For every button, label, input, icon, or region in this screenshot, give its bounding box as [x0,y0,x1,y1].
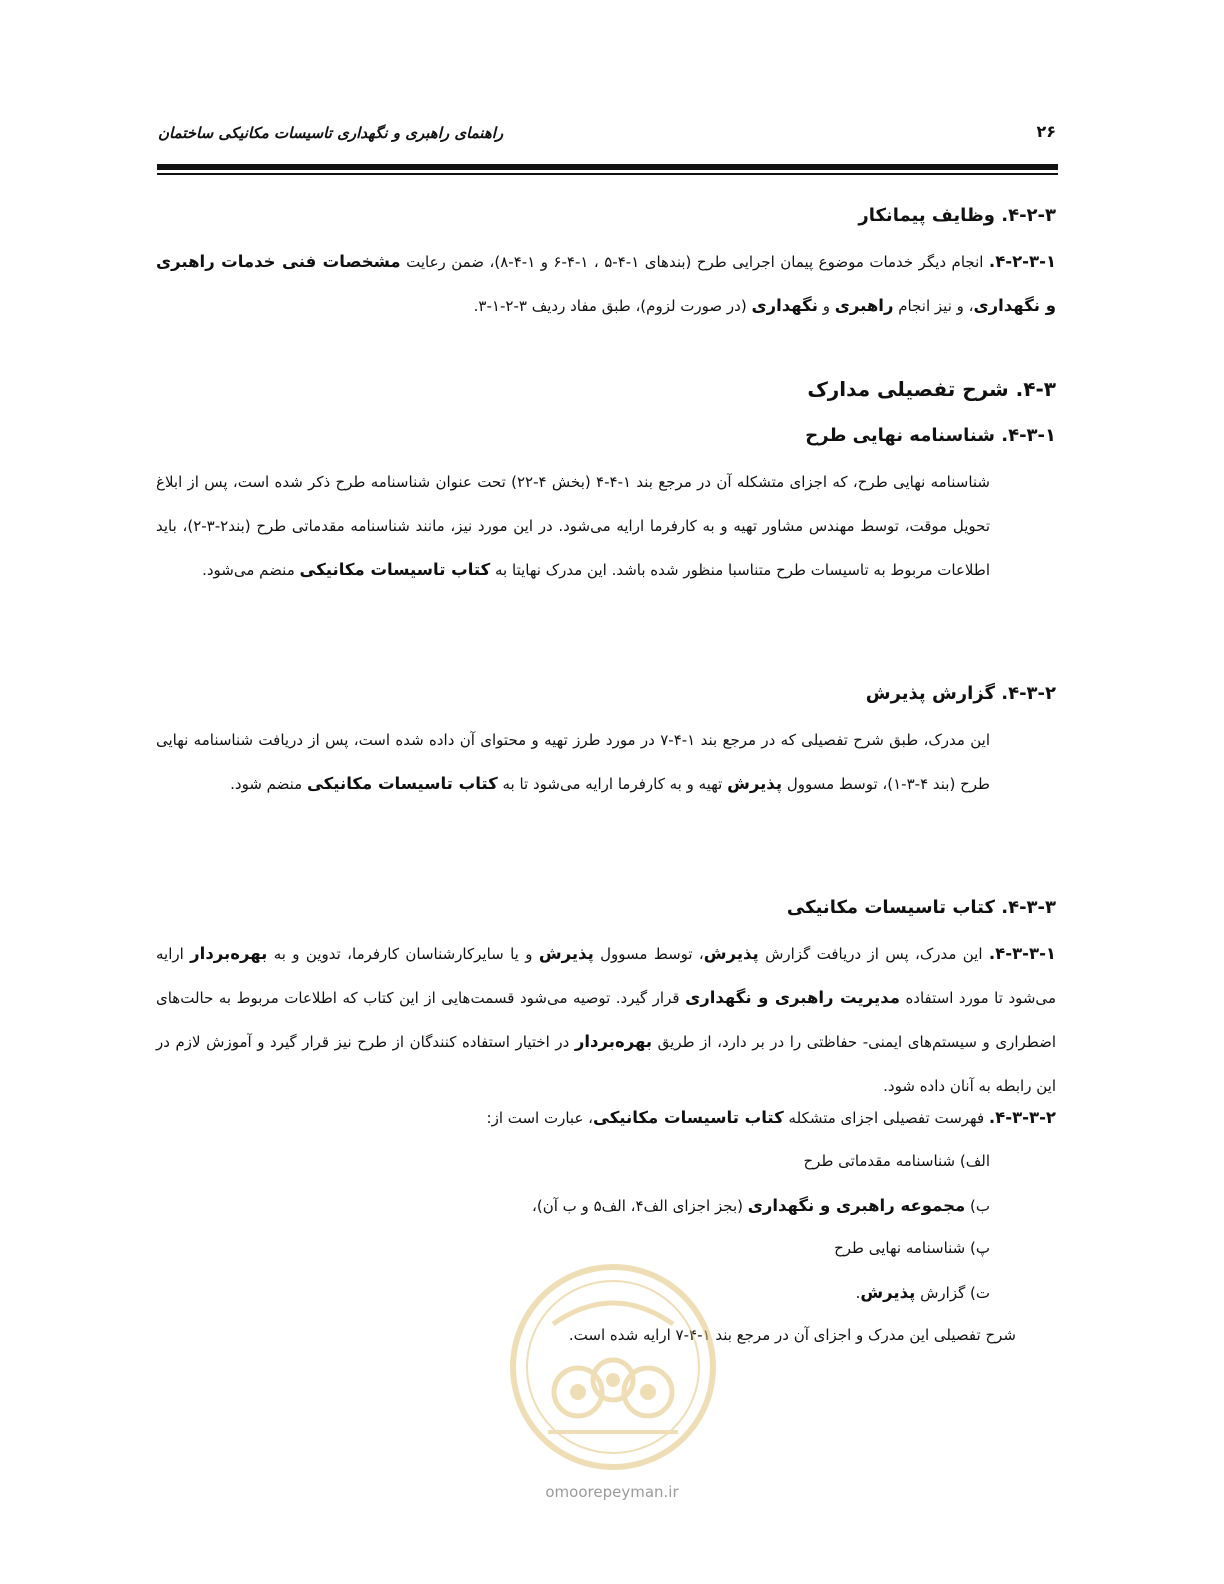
list-item: ت) گزارش پذیرش. [855,1283,990,1302]
paragraph-acceptance-report: این مدرک، طبق شرح تفصیلی که در مرجع بند ۱-۴-۷ در مورد طرز تهیه و محتوای آن داده شده است، پس از دریافت شناسنامه نهایی طرح (بند ۴-۳-۱)، توسط مسوول پذیرش تهیه و به کارفرما ارایه می‌شود تا به کتاب تاسیسات مکانیکی منضم شود. [156,731,990,793]
paragraph-contractor-duties: ۴-۲-۳-۱. انجام دیگر خدمات موضوع پیمان اجرایی طرح (بندهای ۱-۴-۵ ، ۱-۴-۶ و ۱-۴-۸)، ضمن رعایت مشخصات فنی خدمات راهبری و نگهداری، و نیز انجام راهبری و نگهداری (در صورت لزوم)، طبق مفاد ردیف ۳-۲-۱-۳. [156,252,1057,315]
watermark-site: omoorepeyman.ir [545,1483,679,1501]
paragraph-final-identity: شناسنامه نهایی طرح، که اجزای متشکله آن در مرجع بند ۱-۴-۴ (بخش ۴-۲۲) تحت عنوان شناسنامه طرح ذکر شده است، پس از ابلاغ تحویل موقت، توسط مهندس مشاور تهیه و به کارفرما ارایه می‌شود. در این مورد نیز، مانند شناسنامه مقدماتی طرح (بند۲-۳-۲)، باید اطلاعات مربوط به تاسیسات طرح متناسبا منظور شده باشد. این مدرک نهایتا به کتاب تاسیسات مکانیکی منضم می‌شود. [156,473,990,579]
section-heading-documents: ۴-۳. شرح تفصیلی مدارک [807,377,1056,401]
section-heading-mechanical-book: ۴-۳-۳. کتاب تاسیسات مکانیکی [786,897,1056,918]
section-heading-acceptance-report: ۴-۳-۲. گزارش پذیرش [865,683,1056,704]
omoorepeyman-seal-icon [508,1262,718,1472]
list-item: پ) شناسنامه نهایی طرح [834,1239,990,1257]
page-number: ۲۶ [1036,122,1056,141]
paragraph-mechanical-book-2: ۴-۳-۳-۲. فهرست تفصیلی اجزای متشکله کتاب تاسیسات مکانیکی، عبارت است از: [486,1108,1056,1127]
header-rule-thick [157,164,1058,170]
closing-sentence: شرح تفصیلی این مدرک و اجزای آن در مرجع بند ۱-۴-۷ ارایه شده است. [568,1326,1016,1344]
running-header-title: راهنمای راهبری و نگهداری تاسیسات مکانیکی ساختمان [158,124,504,142]
list-item: الف) شناسنامه مقدماتی طرح [803,1152,990,1170]
header-rule-thin [157,173,1058,175]
clause-number: ۴-۲-۳-۱. [988,252,1057,271]
section-heading-contractor-duties: ۴-۲-۳. وظایف پیمانکار [858,205,1056,226]
paragraph-mechanical-book-1: ۴-۳-۳-۱. این مدرک، پس از دریافت گزارش پذیرش، توسط مسوول پذیرش و یا سایرکارشناسان کارفرما، تدوین و به بهره‌بردار ارایه می‌شود تا مورد استفاده مدیریت راهبری و نگهداری قرار گیرد. توصیه می‌شود قسمت‌هایی از این کتاب که اطلاعات مربوط به حالت‌های اضطراری و سیستم‌های ایمنی- حفاظتی را در بر دارد، از طریق بهره‌بردار در اختیار استفاده کنندگان از طرح نیز قرار گیرد و آموزش لازم در این رابطه به آنان داده شود. [156,944,1056,1095]
list-item: ب) مجموعه راهبری و نگهداری (بجز اجزای الف۴، الف۵ و ب آن)، [532,1196,990,1215]
section-heading-final-identity: ۴-۳-۱. شناسنامه نهایی طرح [805,425,1056,446]
clause-number: ۴-۳-۳-۱. [988,944,1056,963]
clause-number: ۴-۳-۳-۲. [988,1108,1056,1127]
